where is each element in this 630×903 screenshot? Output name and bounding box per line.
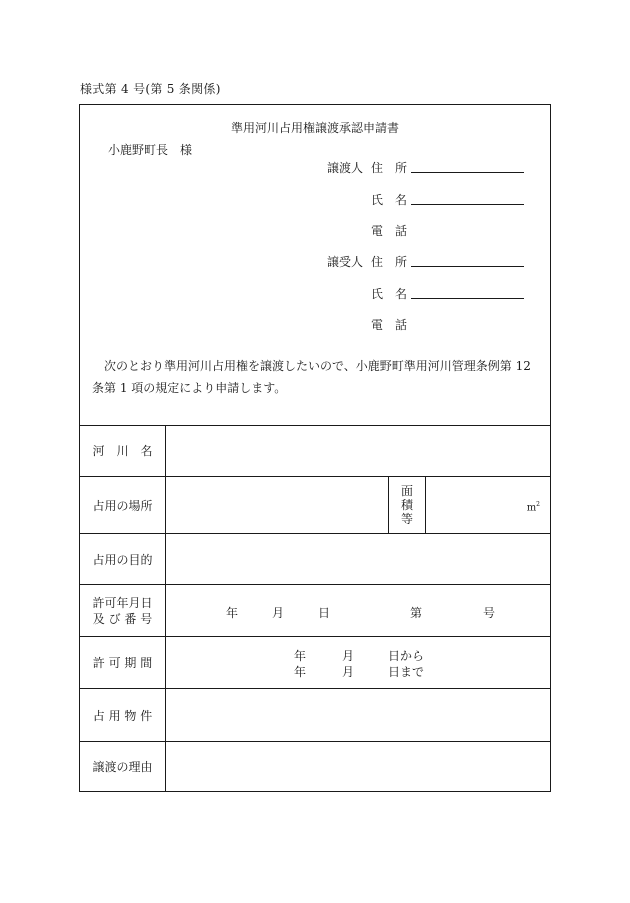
transferee-name-field[interactable]: [411, 298, 524, 299]
row-river-name: [80, 425, 550, 477]
form-number-caption: 様式第 4 号(第 5 条関係): [80, 82, 221, 96]
transferee-address-field[interactable]: [411, 266, 524, 267]
transferor-name-label: 氏 名: [371, 193, 408, 207]
row-purpose: [80, 534, 550, 585]
area-label: 面 積 等: [388, 477, 426, 533]
permit-year-label: 年: [226, 606, 239, 620]
transferor-address-field[interactable]: [411, 172, 524, 173]
period-to-year: 年: [294, 665, 307, 679]
permit-period-label: 許 可 期 間: [80, 637, 166, 688]
row-occupied-objects: [80, 689, 550, 742]
form-header-section: [80, 105, 550, 426]
transferee-phone-label: 電 話: [371, 318, 408, 332]
transferee-name-label: 氏 名: [371, 287, 408, 301]
period-to-day: 日まで: [388, 665, 425, 679]
row-permit-period: [80, 637, 550, 689]
row-occupancy-place: [80, 477, 550, 534]
permit-date-label: 許可年月日 及 び 番 号: [80, 585, 166, 636]
purpose-label: 占用の目的: [80, 534, 166, 584]
permit-day-label: 日: [318, 606, 331, 620]
transferor-address-label: 住 所: [371, 161, 408, 175]
permit-number-suffix: 号: [483, 606, 496, 620]
form-title: 準用河川占用権譲渡承認申請書: [230, 121, 399, 135]
transferee-role-label: 譲受人: [327, 255, 364, 269]
row-transfer-reason: [80, 742, 550, 791]
permit-month-label: 月: [272, 606, 285, 620]
transferee-address-label: 住 所: [371, 255, 408, 269]
transferor-role-label: 譲渡人: [327, 161, 364, 175]
area-unit: $m^2$: [526, 501, 540, 514]
application-form: [79, 104, 551, 792]
permit-number-prefix: 第: [410, 606, 423, 620]
addressee: 小鹿野町長 様: [108, 143, 193, 157]
transferor-phone-label: 電 話: [371, 224, 408, 238]
occupied-objects-label: 占 用 物 件: [80, 689, 166, 741]
application-statement: 次のとおり準用河川占用権を譲渡したいので、小鹿野町準用河川管理条例第 12 条第 1 項の規定により申請します。: [92, 359, 531, 395]
row-permit-date-number: [80, 585, 550, 637]
period-from-year: 年: [294, 649, 307, 663]
period-from-day: 日から: [388, 649, 425, 663]
transfer-reason-label: 譲渡の理由: [80, 742, 166, 791]
period-to-month: 月: [342, 665, 355, 679]
period-from-month: 月: [342, 649, 355, 663]
transferor-name-field[interactable]: [411, 204, 524, 205]
river-name-label: 河 川 名: [80, 425, 166, 476]
occupancy-place-label: 占用の場所: [80, 477, 166, 533]
